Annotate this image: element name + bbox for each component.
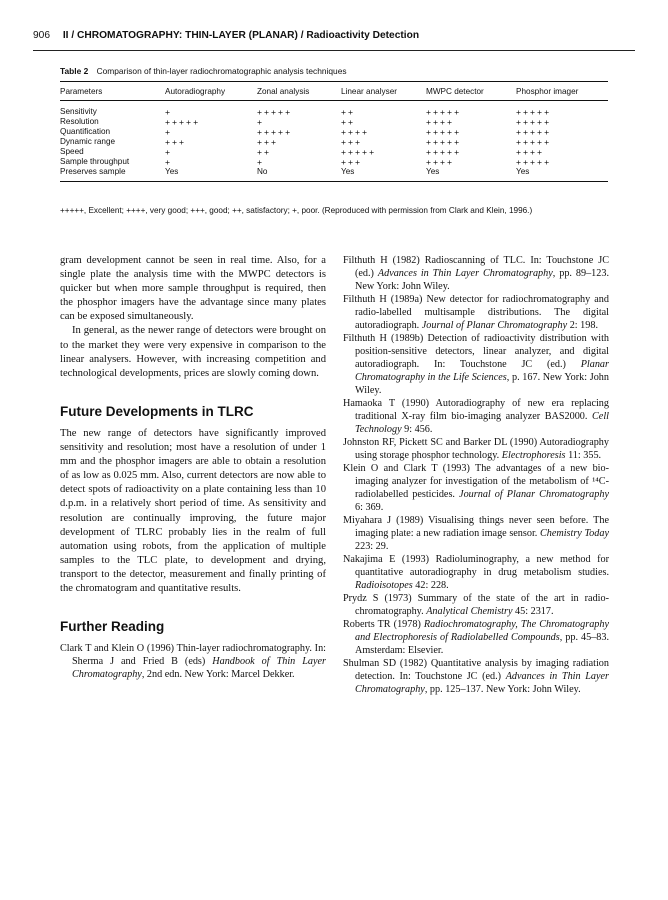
reference-item: Nakajima E (1993) Radioluminography, a new method for quantitative autoradiography in drug metabolism studies. Radioisotopes 42: 228.: [343, 554, 609, 591]
reference-item: Prydz S (1973) Summary of the state of the art in radio-chromatography. Analytical Chemistry 45: 2317.: [343, 593, 609, 617]
table-caption: [60, 66, 347, 76]
table-cell: Yes: [341, 167, 426, 182]
table-cell: ++++: [426, 157, 455, 167]
table-cell: +++++: [516, 157, 552, 167]
reference-item: Johnston RF, Pickett SC and Barker DL (1990) Autoradiography using storage phosphor technology. Electrophoresis 11: 355.: [343, 437, 609, 461]
table-row: [60, 167, 608, 182]
table-row: [60, 137, 608, 147]
row-label: Preserves sample: [60, 167, 165, 182]
left-column: [60, 254, 326, 681]
reference-list: [343, 254, 609, 696]
table-footnote: +++++, Excellent; ++++, very good; +++, good; ++, satisfactory; +, poor. (Reproduced with permission from Clark and Klein, 1996.): [60, 206, 533, 215]
table-cell: +++++: [516, 107, 552, 117]
table-row: [60, 127, 608, 137]
section-heading-further-reading: Further Reading: [60, 619, 165, 635]
table-cell: Yes: [165, 167, 257, 182]
col-header: Zonal analysis: [257, 82, 341, 101]
row-label: Quantification: [60, 127, 111, 136]
table-row: [60, 147, 608, 157]
table-label: Table 2: [60, 66, 89, 76]
col-header: Linear analyser: [341, 82, 426, 101]
reference-item: Hamaoka T (1990) Autoradiography of new era replacing traditional X-ray film bio-imaging analyzer BAS2000. Cell Technology 9: 456.: [343, 398, 609, 435]
col-header: Parameters: [60, 82, 165, 101]
header-rule: [33, 50, 635, 51]
table-caption-text: Comparison of thin-layer radiochromatographic analysis techniques: [96, 66, 347, 76]
table-cell: No: [257, 167, 341, 182]
row-label: Resolution: [60, 117, 99, 126]
table-cell: +: [165, 147, 173, 157]
table-row: [60, 101, 608, 118]
table-cell: Yes: [426, 167, 516, 182]
table-cell: ++: [257, 147, 272, 157]
row-label: Sensitivity: [60, 107, 97, 116]
table-row: [60, 157, 608, 167]
table-cell: +++++: [257, 107, 293, 117]
table-cell: Yes: [516, 167, 608, 182]
reference-item: Filthuth H (1989b) Detection of radioactivity distribution with position-sensitive detectors, linear analyzer, and digital autoradiograph. In: Touchstone JC (ed.) Planar Chromatography in the Life Sciences, p. 167. New York: John Wiley.: [343, 333, 609, 396]
table-cell: +++++: [426, 147, 462, 157]
table-cell: +++++: [426, 137, 462, 147]
section-title: II / CHROMATOGRAPHY: THIN-LAYER (PLANAR) / Radioactivity Detection: [62, 30, 420, 41]
table-header-row: [60, 82, 608, 101]
table-cell: ++: [341, 117, 356, 127]
comparison-table: [60, 81, 608, 182]
col-header: MWPC detector: [426, 82, 516, 101]
table-cell: +++++: [516, 137, 552, 147]
table-cell: +++++: [257, 127, 293, 137]
page-number: 906: [33, 30, 50, 41]
reference-item: Miyahara J (1989) Visualising things never seen before. The imaging plate: a new radiation image sensor. Chemistry Today 223: 29.: [343, 515, 609, 552]
reference-item: Clark T and Klein O (1996) Thin-layer radiochromatography. In: Sherma J and Fried B (eds) Handbook of Thin Layer Chromatography, 2nd edn. New York: Marcel Dekker.: [60, 643, 326, 681]
table-cell: ++++: [516, 147, 545, 157]
table-cell: ++++: [341, 127, 370, 137]
body-paragraph: The new range of detectors have significantly improved sensitivity and resolution; most have a resolution of under 1 mm and the phosphor imagers are able to obtain a resolution of as low as 0.025 mm. Also, current detectors are now able to detect spots of radioactivity on a plate containing less than 10 d.p.m. in a relatively short period of time. As sensitivity and resolution are continually improving, the future major development of TLRC probably lies in the realm of full automation using robots, from the application of multiple samples to the TLC plate, to development and drying, transport to the detector, measurement and finally printing of the chromatogram and quantitative results.: [60, 427, 326, 594]
row-label: Dynamic range: [60, 137, 116, 146]
table-cell: +++: [341, 157, 363, 167]
table-cell: +++: [257, 137, 279, 147]
col-header: Phosphor imager: [516, 82, 608, 101]
col-header: Autoradiography: [165, 82, 257, 101]
reference-item: Shulman SD (1982) Quantitative analysis by imaging radiation detection. In: Touchstone JC (ed.) Advances in Thin Layer Chromatography, pp. 125–137. New York: John Wiley.: [343, 658, 609, 695]
row-label: Sample throughput: [60, 157, 130, 166]
table-cell: +++++: [516, 117, 552, 127]
table-cell: ++: [341, 107, 356, 117]
table-cell: +++++: [516, 127, 552, 137]
table-cell: +: [257, 157, 265, 167]
row-label: Speed: [60, 147, 84, 156]
table-row: [60, 117, 608, 127]
table-cell: +: [165, 107, 173, 117]
table-cell: +++++: [426, 107, 462, 117]
reference-item: Klein O and Clark T (1993) The advantages of a new bio-imaging analyzer for investigation of the metabolism of ¹⁴C-radiolabelled pesticides. Journal of Planar Chromatography 6: 369.: [343, 463, 609, 513]
reference-item: Filthuth H (1982) Radioscanning of TLC. In: Touchstone JC (ed.) Advances in Thin Layer Chromatography, pp. 89–123. New York: John Wiley.: [343, 255, 610, 292]
reference-item: Roberts TR (1978) Radiochromatography, The Chromatography and Electrophoresis of Radiolabelled Compounds, pp. 45–83. Amsterdam: Elsevier.: [343, 619, 610, 656]
body-paragraph: gram development cannot be seen in real time. Also, for a single plate the analysis time with the MWPC detectors is quicker but when more sample throughput is required, then the phosphor imagers have the advantage since many plates can be exposed simultaneously.: [60, 255, 326, 323]
running-header: [33, 30, 633, 44]
reference-item: Filthuth H (1989a) New detector for radiochromatography and radio-labelled multisample distributions. The digital autoradiograph. Journal of Planar Chromatography 2: 198.: [343, 294, 609, 331]
table-cell: +++: [165, 137, 187, 147]
table-cell: +++: [341, 137, 363, 147]
table-cell: +: [165, 127, 173, 137]
table-cell: ++++: [426, 117, 455, 127]
table-cell: +++++: [426, 127, 462, 137]
body-paragraph: In general, as the newer range of detectors were brought on to the market they were very expensive in comparison to the linear analysers. However, with increasing competition and technological developments, prices are slowly coming down.: [60, 325, 326, 379]
table-cell: +++++: [165, 117, 201, 127]
table-cell: +: [257, 117, 265, 127]
table-cell: +: [165, 157, 173, 167]
section-heading-future: Future Developments in TLRC: [60, 403, 254, 419]
table-cell: +++++: [341, 147, 377, 157]
